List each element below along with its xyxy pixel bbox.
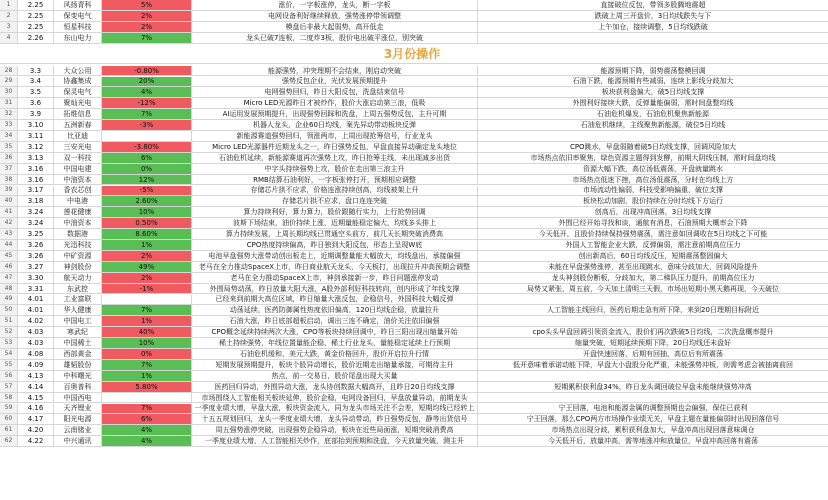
note-cell: 市场流动性偏弱，科技受影响偏重，破位支撑 <box>583 186 723 195</box>
title-row <box>0 46 828 64</box>
stock-name-cell: 莲花健康 <box>54 207 102 217</box>
note-cell: 板块获利盘偏大，破5日均线支撑 <box>601 88 705 97</box>
change-cell: -3.80% <box>102 142 192 152</box>
date-cell: 3.18 <box>18 196 54 206</box>
row-number: 51 <box>0 316 18 326</box>
note-cell: 未能在早盘强势涨停，甚至出现跳水，意味分歧加大，回调风险提升 <box>548 262 758 271</box>
table-row[interactable] <box>0 240 828 251</box>
date-cell: 3.16 <box>18 164 54 174</box>
date-cell: 3.26 <box>18 251 54 261</box>
change-cell: 1% <box>102 240 192 250</box>
table-row[interactable] <box>0 316 828 327</box>
change-cell: 0% <box>102 349 192 359</box>
reason-cell: 龙头已破7连板，二度炸3板，股价电出破平涨位，别突破 <box>192 33 478 43</box>
note-cell: 外围已经开始寻找和谈，通航有消息，石油预期大概率会下降 <box>558 219 748 228</box>
row-number: 39 <box>0 186 18 196</box>
row-number: 47 <box>0 273 18 283</box>
note-cell: 跌破上周三开盘价，3日均线跌失与下 <box>594 11 712 20</box>
table-row[interactable] <box>0 218 828 229</box>
note-cell: 板块松动加剧，股价持续在分时均线下方运行 <box>583 197 723 206</box>
stock-name-cell: 西部黄金 <box>54 349 102 359</box>
row-number: 50 <box>0 305 18 315</box>
stock-name-cell: 寒武纪 <box>54 327 102 337</box>
table-row[interactable] <box>0 153 828 164</box>
stock-name-cell: 中科曙光 <box>54 371 102 381</box>
note-cell: 资源大幅下跌，高位汤低震荡，开盘就量跳水 <box>583 164 723 173</box>
row-number: 62 <box>0 436 18 446</box>
change-cell: -0.80% <box>102 66 192 76</box>
date-cell: 4.03 <box>18 327 54 337</box>
change-cell: 6% <box>102 414 192 424</box>
note-cell: 市场热点低迷下挫，高位汤低震荡，分时在均线上方 <box>572 175 734 184</box>
row-number: 43 <box>0 229 18 239</box>
row-number: 41 <box>0 207 18 217</box>
reason-cell: 短期发展预期提升，板块个股异动增长，股价近期走出缩量承接，可期待主升 <box>192 360 478 370</box>
change-cell: 2% <box>102 251 192 261</box>
stock-name-cell: 双一科技 <box>54 153 102 163</box>
change-cell: 4% <box>102 87 192 97</box>
note-cell: 市场热点出现分歧，累积获利盘加大，早盘冲高出现回落意味调仓 <box>551 426 755 435</box>
table-row[interactable] <box>0 436 828 447</box>
row-number: 49 <box>0 295 18 305</box>
date-cell: 4.03 <box>18 338 54 348</box>
reason-cell: 石油危机延续，新能源赛道再次强势上攻，昨日抢筹主线，未出现减多出货 <box>192 153 478 163</box>
reason-cell: RMB结算石油利好，一字板张停打开，预期相应调整 <box>192 175 478 185</box>
note-cell: 创高后，出现冲高回落，3日均线支撑 <box>594 208 712 217</box>
note-cell <box>478 131 828 141</box>
reason-cell: 算力持续利好，算力算力，股价跟随行实力，上行抢势回调 <box>192 207 478 217</box>
row-number: 32 <box>0 109 18 119</box>
date-cell: 4.14 <box>18 382 54 392</box>
date-cell: 3.10 <box>18 120 54 130</box>
note-cell: 宁王回落，电池和能源金属的调整预期也会偏强，保住已获利 <box>558 404 748 413</box>
row-number: 53 <box>0 338 18 348</box>
change-cell <box>102 131 192 141</box>
date-cell: 3.24 <box>18 218 54 228</box>
stock-name-cell: 香农芯创 <box>54 186 102 196</box>
row-number: 60 <box>0 414 18 424</box>
change-cell: -12% <box>102 98 192 108</box>
date-cell: 3.5 <box>18 87 54 97</box>
date-cell: 2.25 <box>18 11 54 21</box>
reason-cell: 模盘后非最大起弱势，高开低走 <box>192 22 478 32</box>
reason-cell: 外围局势动荡，昨日放量大阳大涨，A股外部利好科技转向，创内形成了年线支撑 <box>192 284 478 294</box>
table-row[interactable] <box>0 382 828 393</box>
reason-cell: 能源强势，冲突理期不会结束，刚启动突破 <box>192 66 478 76</box>
date-cell: 3.9 <box>18 109 54 119</box>
row-number: 58 <box>0 393 18 403</box>
table-row[interactable] <box>0 87 828 98</box>
note-cell: 市场热点依旧率聚焦，绿色资源主题得到发酵，前期大阴线压制，需时间盘均线 <box>530 153 776 162</box>
reason-cell: 周五强势涨停突破，出现强势企稳异动，板块在近些局面涨，短期突破消费高 <box>192 425 478 435</box>
date-cell: 4.22 <box>18 436 54 446</box>
reason-cell: 医药回归异动，外围异动大涨，龙头协创数据大幅高开，且昨日20日均线支撑 <box>192 382 478 392</box>
table-row[interactable] <box>0 207 828 218</box>
row-number: 42 <box>0 218 18 228</box>
table-row[interactable] <box>0 11 828 22</box>
date-cell: 3.25 <box>18 229 54 239</box>
row-number: 4 <box>0 33 18 43</box>
change-cell: 10% <box>102 338 192 348</box>
change-cell: 7% <box>102 360 192 370</box>
stock-name-cell: 拓维信息 <box>54 109 102 119</box>
reason-cell: 石油大涨，昨日底部超板启动，调出三连不确定，油价关注依旧偏强 <box>192 316 478 326</box>
reason-cell: 涨价，一字板涨停，龙头，断一字板 <box>192 0 478 10</box>
note-cell: 直接破位反包，带领多股腾地震超 <box>600 0 706 9</box>
reason-cell: 新能源赛道强势回归，领涨两市，上周出现抢筹信号，行业龙头 <box>192 131 478 141</box>
date-cell: 3.4 <box>18 77 54 87</box>
row-number: 3 <box>0 22 18 32</box>
note-cell: 开盘快速回落，后期有回抽，高位后有所震荡 <box>583 349 723 358</box>
row-number: 48 <box>0 284 18 294</box>
stock-name-cell: 阳光电源 <box>54 414 102 424</box>
change-cell: 1% <box>102 316 192 326</box>
stock-name-cell: 聚灿光电 <box>54 98 102 108</box>
stock-name-cell: 光迅科技 <box>54 240 102 250</box>
row-number: 40 <box>0 196 18 206</box>
change-cell: 2.60% <box>102 196 192 206</box>
date-cell: 3.6 <box>18 98 54 108</box>
date-cell: 4.08 <box>18 349 54 359</box>
date-cell: 3.24 <box>18 207 54 217</box>
row-number: 46 <box>0 262 18 272</box>
stock-name-cell: 中电港 <box>54 196 102 206</box>
stock-name-cell: 中矿资源 <box>54 251 102 261</box>
change-cell: 20% <box>102 77 192 87</box>
note-cell: 能源预期下降，弱势震荡整模回调 <box>600 66 706 75</box>
reason-cell: 波斯下场结束，油价持续上涨，近期量能稳定偏大，均线多头排上 <box>192 218 478 228</box>
row-number: 28 <box>0 66 18 76</box>
row-number: 2 <box>0 11 18 21</box>
change-cell: 2% <box>102 11 192 21</box>
table-row[interactable] <box>0 196 828 207</box>
row-number: 29 <box>0 77 18 87</box>
date-cell: 3.16 <box>18 175 54 185</box>
date-cell: 3.13 <box>18 153 54 163</box>
date-cell: 4.17 <box>18 414 54 424</box>
stock-name-cell: 雄韬股份 <box>54 360 102 370</box>
row-number: 56 <box>0 371 18 381</box>
stock-name-cell: 中国电工 <box>54 316 102 326</box>
reason-cell: 稀土持续强势，年线位置量能企稳，稀土行业龙头，量能稳定延续上行预期 <box>192 338 478 348</box>
note-cell <box>478 393 828 403</box>
note-cell: 缩量突破，短期延续预期下降，20日均线还未盘好 <box>575 339 731 348</box>
stock-name-cell: 比亚迪 <box>54 131 102 141</box>
row-number: 35 <box>0 142 18 152</box>
table-row[interactable] <box>0 131 828 142</box>
note-cell: 低开意味着承诺动能下降，早盘大小盘股分化严重，未能强势冲板，则需考虑会被抽离前回 <box>513 360 793 369</box>
row-number: 38 <box>0 175 18 185</box>
date-cell: 3.30 <box>18 273 54 283</box>
stock-name-cell: 中油资本 <box>54 218 102 228</box>
table-row[interactable] <box>0 0 828 11</box>
change-cell: 10% <box>102 207 192 217</box>
date-cell: 3.11 <box>18 131 54 141</box>
table-row[interactable] <box>0 77 828 88</box>
row-number: 57 <box>0 382 18 392</box>
change-cell: 49% <box>102 262 192 272</box>
date-cell: 2.26 <box>18 33 54 43</box>
table-row[interactable] <box>0 425 828 436</box>
stock-name-cell: 数据港 <box>54 229 102 239</box>
table-row[interactable] <box>0 273 828 284</box>
stock-name-cell: 五洲新春 <box>54 120 102 130</box>
stock-name-cell: 中油资本 <box>54 175 102 185</box>
note-cell <box>478 295 828 305</box>
change-cell: 7% <box>102 404 192 414</box>
note-cell: 人工智能主线回归，医药后期走急有所下降，来到20日理期目标附近 <box>547 306 759 315</box>
stock-name-cell: 保灵电气 <box>54 87 102 97</box>
change-cell: 2% <box>102 22 192 32</box>
date-cell: 3.31 <box>18 284 54 294</box>
table-row[interactable] <box>0 360 828 371</box>
note-cell: 局势又紧张，周五前，今天加上清明三天假，市场出短期小黑天鹅再现，今天破位 <box>527 284 779 293</box>
note-cell: CPO跳水，早盘弱随着破5日均线支撑，回调风险加大 <box>569 142 737 151</box>
note-cell: 宁王回落，那么CPO两方市场操作业绩无关，早盘主题在量能偏弱时出现回落信号 <box>526 415 780 424</box>
table-row[interactable] <box>0 414 828 425</box>
change-cell: 0.50% <box>102 218 192 228</box>
date-cell: 3.3 <box>18 66 54 76</box>
reason-cell: 电池早盘强势大涨带动创出板走上，近期调整量能大幅放大，均线盘出，承接偏强 <box>192 251 478 261</box>
change-cell: 5% <box>102 0 192 10</box>
row-number: 1 <box>0 0 18 10</box>
stock-name-cell: 风扬青科 <box>54 0 102 10</box>
note-cell: 今天低开，且股价持续保持强势震荡，需注意如回调收在5日均线之下可能 <box>538 230 768 239</box>
reason-cell: 机器人龙头，企业60日均线，案先异动带动板块反弹 <box>192 120 478 130</box>
stock-name-cell: 大众公用 <box>54 66 102 76</box>
row-number: 30 <box>0 87 18 97</box>
table-row[interactable] <box>0 404 828 415</box>
change-cell: 0% <box>102 164 192 174</box>
row-number: 34 <box>0 131 18 141</box>
reason-cell: 一季度业绩大增，早盘大涨，板块资金流入，同为龙头市场关注不会差，短期均线已经转上 <box>192 404 478 414</box>
note-cell: 上午加仓，接续调整，5日均线跌破 <box>598 22 708 31</box>
row-number: 44 <box>0 240 18 250</box>
row-number: 45 <box>0 251 18 261</box>
table-row[interactable] <box>0 66 828 77</box>
row-number: 31 <box>0 98 18 108</box>
change-cell: 12% <box>102 175 192 185</box>
stock-name-cell: 中兴通讯 <box>54 436 102 446</box>
reason-cell: 热点，前一交易日，股价尾盘出现大买量 <box>192 371 478 381</box>
reason-cell: 老马在全力推动SpaceX上市，神剑承接新一步，昨日问题涨停发动 <box>192 273 478 283</box>
stock-name-cell: 中国电建 <box>54 164 102 174</box>
note-cell: 石油危机继续，主线聚焦新能源，破位5日均线 <box>580 121 726 130</box>
note-cell <box>478 371 828 381</box>
reason-cell: 市场围绕人工智能相关板块延伸，股价企稳，电网设备回归，早盘放量异动，前期龙头 <box>192 393 478 403</box>
date-cell: 3.26 <box>18 240 54 250</box>
change-cell: 7% <box>102 109 192 119</box>
note-cell <box>478 33 828 43</box>
date-cell: 4.01 <box>18 295 54 305</box>
change-cell: 4% <box>102 436 192 446</box>
date-cell: 3.27 <box>18 262 54 272</box>
table-row[interactable] <box>0 33 828 44</box>
reason-cell: 中字头持续强势上攻，股价在走出第三浪主升 <box>192 164 478 174</box>
table-row[interactable] <box>0 371 828 382</box>
note-cell <box>478 316 828 326</box>
stock-name-cell: 百奥普科 <box>54 382 102 392</box>
table-row[interactable] <box>0 22 828 33</box>
table-row[interactable] <box>0 349 828 360</box>
row-number: 54 <box>0 349 18 359</box>
note-cell: 创出新高后，60日均线反压，短期震荡整固偏大 <box>578 251 728 260</box>
date-cell: 2.25 <box>18 0 54 10</box>
reason-cell: 电网设备利好继续释放，强势涨停带领调整 <box>192 11 478 21</box>
change-cell <box>102 295 192 305</box>
note-cell: 今天低开后，放量冲高，需等地涨冲和放量位，早盘冲高回落有震荡 <box>548 437 758 446</box>
reason-cell: 算力持续发展，上周长期均线已贯通空头前方，前几天长期突破消费高 <box>192 229 478 239</box>
reason-cell: 存储芯片拱不应求，价格连涨持续创高，均线被架上升 <box>192 186 478 196</box>
change-cell: -1% <box>102 284 192 294</box>
note-cell: 石油危机爆发，石油危机聚焦新能源 <box>597 110 709 119</box>
stock-name-cell: 中国稀土 <box>54 338 102 348</box>
change-cell: 4% <box>102 425 192 435</box>
stock-name-cell: 三安光电 <box>54 142 102 152</box>
date-cell: 4.02 <box>18 316 54 326</box>
note-cell: 短期累积获利盘34%，昨日龙头调回破位早盘未能继续强势冲高 <box>554 382 752 391</box>
reason-cell: 已经来到前期大高位区域，昨日缩量大涨反包，企稳信号，外国科技大幅反弹 <box>192 295 478 305</box>
section-title: 3月份操作 <box>383 46 441 61</box>
reason-cell: 电网强势回归，昨日大阳反包，洗盘结束信号 <box>192 87 478 97</box>
change-cell: 6% <box>102 153 192 163</box>
date-cell: 3.12 <box>18 142 54 152</box>
date-cell: 4.20 <box>18 425 54 435</box>
table-row[interactable] <box>0 109 828 120</box>
date-cell: 4.13 <box>18 371 54 381</box>
change-cell: 2% <box>102 273 192 283</box>
row-number: 37 <box>0 164 18 174</box>
table-row[interactable] <box>0 164 828 175</box>
stock-name-cell: 华人健康 <box>54 305 102 315</box>
row-number: 52 <box>0 327 18 337</box>
note-cell: 龙头神剑股份断板，分歧加大，第二梯队压力提升，前期高位压力 <box>551 273 755 282</box>
change-cell: 8.60% <box>102 229 192 239</box>
row-number: 36 <box>0 153 18 163</box>
reason-cell: Micro LED光源昨日才被炒作，股价大涨启动第三浪，低吸 <box>192 98 478 108</box>
row-number: 55 <box>0 360 18 370</box>
change-cell: 7% <box>102 33 192 43</box>
date-cell: 4.16 <box>18 404 54 414</box>
table-row[interactable] <box>0 251 828 262</box>
note-cell: 外围利好接续大跌，反弹量能偏弱，需时间盘整均线 <box>572 99 734 108</box>
table-row[interactable] <box>0 186 828 197</box>
table-row[interactable] <box>0 98 828 109</box>
date-cell: 4.01 <box>18 305 54 315</box>
table-row[interactable] <box>0 175 828 186</box>
row-number: 33 <box>0 120 18 130</box>
date-cell: 2.25 <box>18 22 54 32</box>
stock-name-cell: 神剑股份 <box>54 262 102 272</box>
change-cell: 1% <box>102 371 192 381</box>
table-row[interactable] <box>0 142 828 153</box>
reason-cell: 存储芯片拱不应求，盘口连连突破 <box>192 196 478 206</box>
reason-cell: CPO热度持续偏高，昨日独到大阳反包，形态上呈现W底 <box>192 240 478 250</box>
reason-cell: 老马在全力推动SpaceX上市，昨日商业航天龙头，今天板打，出现拉升冲高预期会调整 <box>192 262 478 272</box>
reason-cell: 动荡延续，医药防御属性热度依旧偏高，120日均线企稳，放量拉升 <box>192 305 478 315</box>
note-cell: 外国人工智能企业大跌，反弹偏弱，需注意前期高位压力 <box>565 240 741 249</box>
stock-name-cell: 保变电气 <box>54 11 102 21</box>
change-cell: -3% <box>102 120 192 130</box>
date-cell: 3.17 <box>18 186 54 196</box>
stock-name-cell: 航天动力 <box>54 273 102 283</box>
table-row[interactable] <box>0 284 828 295</box>
table-row[interactable] <box>0 338 828 349</box>
change-cell <box>102 393 192 403</box>
date-cell: 4.09 <box>18 360 54 370</box>
row-number: 59 <box>0 404 18 414</box>
stock-name-cell: 东山电力 <box>54 33 102 43</box>
reason-cell: 一季度业绩大增，人工智能相关炒作，底部抬到预期和洗盘，今天放量突破，测主升 <box>192 436 478 446</box>
reason-cell: AI运用发展预期提升，出现强势回踩和洗盘，上周五强势反包，主升可期 <box>192 109 478 119</box>
reason-cell: 十五五规划回归，龙头一季度业绩大增，龙头异动带动，昨日强势反包，静等出货信号 <box>192 414 478 424</box>
table-row[interactable] <box>0 295 828 306</box>
table-row[interactable] <box>0 305 828 316</box>
stock-name-cell: 恒星科技 <box>54 22 102 32</box>
note-cell: 石油下跌，能源预期有些减弱，连续上影线分歧加大 <box>572 77 734 86</box>
change-cell: 40% <box>102 327 192 337</box>
reason-cell: Micro LED光源器件近期龙头之一，昨日强势反包，早盘直接异动确定龙头地位 <box>192 142 478 152</box>
stock-name-cell: 协鑫集成 <box>54 77 102 87</box>
change-cell: 7% <box>102 305 192 315</box>
table-row[interactable] <box>0 229 828 240</box>
change-cell: 5.80% <box>102 382 192 392</box>
stock-name-cell: 天齐锂业 <box>54 404 102 414</box>
change-cell: -5% <box>102 186 192 196</box>
stock-name-cell: 中国西电 <box>54 393 102 403</box>
table-row[interactable] <box>0 120 828 131</box>
note-cell: cpo头头早盘回调引领资金流入，股价们再次跌破5日均线，二次洗盘概率提升 <box>532 328 774 337</box>
table-row[interactable] <box>0 393 828 404</box>
table-row[interactable] <box>0 327 828 338</box>
row-number: 61 <box>0 425 18 435</box>
stock-name-cell: 工业富联 <box>54 295 102 305</box>
reason-cell: 强势反包企业，光伏发展预期提升 <box>192 77 478 87</box>
stock-name-cell: 云南锗业 <box>54 425 102 435</box>
date-cell: 4.15 <box>18 393 54 403</box>
reason-cell: 石油危机缓和，美元大跌，黄金价格回升，股价开启拉升行情 <box>192 349 478 359</box>
reason-cell: CPO概念延续持续两次大涨，CPO等板块持续回调中，昨日三阳出现出缩量开始 <box>192 327 478 337</box>
stock-name-cell: 东武控 <box>54 284 102 294</box>
table-row[interactable] <box>0 262 828 273</box>
